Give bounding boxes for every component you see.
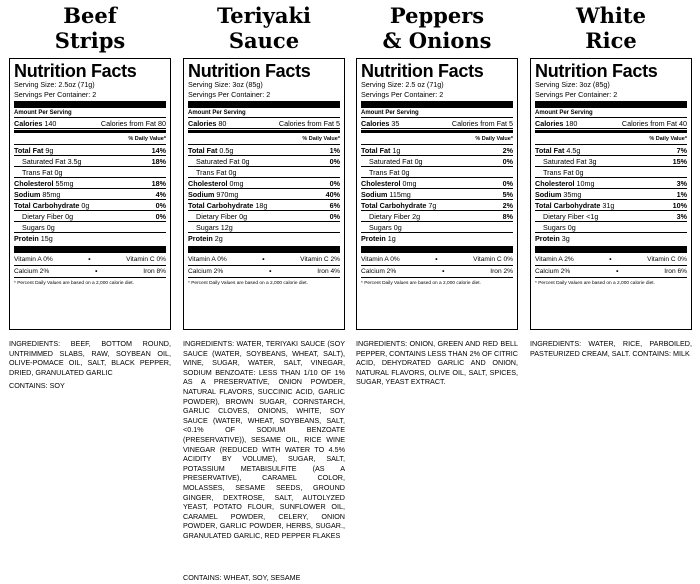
daily-value-text: % Daily Value* <box>649 136 687 142</box>
calories-value: 35 <box>391 119 400 128</box>
sodium-row <box>535 189 687 200</box>
fiber-title: Dietary Fiber <box>369 212 411 221</box>
daily-value-footnote: * Percent Daily Values are based on a 2,000 calorie diet. <box>535 281 655 286</box>
daily-value-footnote: * Percent Daily Values are based on a 2,000 calorie diet. <box>188 281 308 286</box>
saturated-fat-row-label <box>14 156 82 167</box>
carbohydrate-row-label <box>188 200 267 211</box>
nutrition-facts-heading: Nutrition Facts <box>188 61 311 81</box>
sugars-title: Sugars <box>369 223 392 232</box>
carbohydrate-value: 7g <box>428 201 437 210</box>
calories-from-fat: Calories from Fat 40 <box>621 119 687 128</box>
saturated-fat-row-label <box>188 156 250 167</box>
serving-size: Serving Size: 2.5 oz (71g) <box>361 80 444 89</box>
saturated-fat-value: 3g <box>588 157 597 166</box>
serving-size: Serving Size: 2.5oz (71g) <box>14 80 95 89</box>
sodium-row-label <box>535 189 581 200</box>
protein-title: Protein <box>14 234 39 243</box>
trans-fat-row <box>361 167 513 178</box>
bullet-separator: • <box>262 256 265 263</box>
cholesterol-row <box>14 178 166 189</box>
fiber-row-dv: 8% <box>502 212 513 221</box>
ingredients-text: INGREDIENTS: WATER, RICE, PARBOILED, PASTEURIZED CREAM, SALT. CONTAINS: MILK <box>530 339 692 358</box>
thick-divider <box>188 246 340 253</box>
daily-value-footnote: * Percent Daily Values are based on a 2,000 calorie diet. <box>361 281 481 286</box>
protein-row <box>14 233 166 244</box>
total-fat-value: 0.5g <box>219 146 234 155</box>
total-fat-row <box>14 145 166 156</box>
calories-row <box>188 118 340 129</box>
saturated-fat-row <box>14 156 166 167</box>
sodium-row-dv: 4% <box>155 190 166 199</box>
total-fat-title: Total Fat <box>535 146 565 155</box>
sugars-title: Sugars <box>22 223 45 232</box>
daily-value-header <box>361 134 513 145</box>
saturated-fat-row-label <box>361 156 423 167</box>
sugars-row-label <box>14 222 55 233</box>
carbohydrate-value: 0g <box>81 201 90 210</box>
total-fat-value: 9g <box>45 146 54 155</box>
cholesterol-row-label <box>14 178 74 189</box>
cholesterol-value: 0mg <box>229 179 244 188</box>
saturated-fat-row-dv: 0% <box>502 157 513 166</box>
product-column <box>9 0 171 584</box>
sodium-value: 970mg <box>216 190 239 199</box>
cholesterol-row-label <box>361 178 417 189</box>
nutrition-facts-heading: Nutrition Facts <box>361 61 484 81</box>
sugars-value: 0g <box>567 223 576 232</box>
amount-per-serving: Amount Per Serving <box>14 110 72 116</box>
daily-value-header <box>188 134 340 145</box>
thick-divider <box>361 246 513 253</box>
carbohydrate-row <box>14 200 166 211</box>
fiber-row-label <box>14 211 73 222</box>
calories-label <box>361 118 399 129</box>
sodium-value: 115mg <box>389 190 411 199</box>
vitamin-c: Vitamin C 2% <box>300 256 340 263</box>
iron: Iron 2% <box>490 268 513 275</box>
total-fat-row-label <box>361 145 400 156</box>
nutrition-facts-heading: Nutrition Facts <box>535 61 658 81</box>
iron: Iron 6% <box>664 268 687 275</box>
nutrition-facts-label <box>356 58 518 330</box>
total-fat-title: Total Fat <box>361 146 391 155</box>
servings-per-container: Servings Per Container: 2 <box>535 89 618 99</box>
total-fat-row-dv: 14% <box>151 146 166 155</box>
protein-row <box>361 233 513 244</box>
calcium: Calcium 2% <box>361 268 397 275</box>
cholesterol-title: Cholesterol <box>188 179 228 188</box>
sugars-row-label <box>361 222 402 233</box>
sodium-title: Sodium <box>14 190 41 199</box>
protein-row-label <box>14 233 53 244</box>
thick-divider <box>14 101 166 108</box>
sugars-value: 12g <box>220 223 233 232</box>
sodium-row-label <box>188 189 238 200</box>
daily-value-text: % Daily Value* <box>475 136 513 142</box>
thick-divider <box>361 101 513 108</box>
fiber-row <box>535 211 687 222</box>
total-fat-row-label <box>188 145 233 156</box>
total-fat-row-label <box>14 145 53 156</box>
bullet-separator: • <box>609 256 612 263</box>
total-fat-row-dv: 7% <box>676 146 687 155</box>
carbohydrate-row-dv: 0% <box>155 201 166 210</box>
cholesterol-row-dv: 18% <box>151 179 166 188</box>
vitamin-c: Vitamin C 0% <box>473 256 513 263</box>
bullet-separator: • <box>442 268 445 275</box>
sugars-row <box>14 222 166 233</box>
trans-fat-title: Trans Fat <box>196 168 227 177</box>
iron: Iron 4% <box>317 268 340 275</box>
thick-divider <box>535 246 687 253</box>
sodium-value: 35mg <box>563 190 582 199</box>
calories-value: 140 <box>44 119 57 128</box>
saturated-fat-row-dv: 18% <box>151 157 166 166</box>
saturated-fat-value: 0g <box>241 157 250 166</box>
sodium-title: Sodium <box>361 190 388 199</box>
calories-from-fat: Calories from Fat 5 <box>278 119 340 128</box>
total-fat-value: 4.5g <box>566 146 581 155</box>
cholesterol-row-label <box>535 178 595 189</box>
sodium-title: Sodium <box>188 190 215 199</box>
sugars-row-label <box>188 222 233 233</box>
product-title <box>183 3 345 53</box>
saturated-fat-row-label <box>535 156 597 167</box>
calories-from-fat: Calories from Fat 5 <box>451 119 513 128</box>
ingredients-text: INGREDIENTS: BEEF, BOTTOM ROUND, UNTRIMMED SLABS, RAW, SOYBEAN OIL, OLIVE-POMACE OIL, SALT, BLACK PEPPER, DRIED, GRANULATED GARLIC <box>9 339 171 377</box>
vitamin-row <box>188 254 340 266</box>
saturated-fat-title: Saturated Fat <box>22 157 66 166</box>
mineral-row <box>188 266 340 278</box>
total-fat-row-dv: 1% <box>329 146 340 155</box>
cholesterol-row-dv: 0% <box>329 179 340 188</box>
product-title-line: Rice <box>585 28 637 53</box>
mineral-row <box>14 266 166 278</box>
trans-fat-value: 0g <box>228 168 237 177</box>
ingredients-text: INGREDIENTS: ONION, GREEN AND RED BELL PEPPER, CONTAINS LESS THAN 2% OF CITRIC ACID, DEHYDRATED GARLIC AND ONION, NATURAL FLAVORS, OLIVE OIL, SALT, SPICES, SUGAR, YEAST EXTRACT. <box>356 339 518 387</box>
daily-value-header <box>14 134 166 145</box>
serving-size: Serving Size: 3oz (85g) <box>188 80 263 89</box>
saturated-fat-title: Saturated Fat <box>543 157 587 166</box>
vitamin-a: Vitamin A 2% <box>535 256 574 263</box>
carbohydrate-row <box>188 200 340 211</box>
trans-fat-title: Trans Fat <box>369 168 400 177</box>
fiber-title: Dietary Fiber <box>196 212 238 221</box>
sugars-title: Sugars <box>196 223 219 232</box>
carbohydrate-row-dv: 2% <box>502 201 513 210</box>
nutrition-facts-label <box>9 58 171 330</box>
vitamin-a: Vitamin A 0% <box>188 256 227 263</box>
saturated-fat-row <box>535 156 687 167</box>
product-column <box>183 0 345 584</box>
servings-per-container: Servings Per Container: 2 <box>188 89 271 99</box>
vitamin-row <box>14 254 166 266</box>
product-title <box>530 3 692 53</box>
cholesterol-title: Cholesterol <box>361 179 401 188</box>
saturated-fat-row <box>361 156 513 167</box>
fiber-row-dv: 3% <box>676 212 687 221</box>
carbohydrate-row-label <box>14 200 89 211</box>
total-fat-row <box>188 145 340 156</box>
protein-row <box>535 233 687 244</box>
product-title-line: Peppers <box>389 3 485 28</box>
trans-fat-row-label <box>535 167 584 178</box>
allergen-statement: CONTAINS: SOY <box>9 381 65 390</box>
fiber-value: <1g <box>586 212 599 221</box>
iron: Iron 8% <box>143 268 166 275</box>
trans-fat-title: Trans Fat <box>22 168 53 177</box>
calories-title: Calories <box>535 119 564 128</box>
product-title-line: Teriyaki <box>217 3 311 28</box>
calories-title: Calories <box>361 119 390 128</box>
thick-divider <box>14 246 166 253</box>
fiber-row <box>14 211 166 222</box>
trans-fat-value: 0g <box>401 168 410 177</box>
fiber-row-dv: 0% <box>155 212 166 221</box>
nutrition-facts-label <box>530 58 692 330</box>
calories-value: 180 <box>565 119 578 128</box>
protein-value: 15g <box>40 234 53 243</box>
sodium-row <box>188 189 340 200</box>
trans-fat-value: 0g <box>54 168 63 177</box>
protein-row-label <box>361 233 396 244</box>
daily-value-text: % Daily Value* <box>302 136 340 142</box>
protein-title: Protein <box>188 234 213 243</box>
amount-per-serving: Amount Per Serving <box>188 110 246 116</box>
vitamin-c: Vitamin C 0% <box>126 256 166 263</box>
saturated-fat-value: 3.5g <box>67 157 82 166</box>
calories-label <box>188 118 226 129</box>
bullet-separator: • <box>88 256 91 263</box>
total-fat-value: 1g <box>392 146 401 155</box>
calories-from-fat: Calories from Fat 80 <box>100 119 166 128</box>
mineral-row <box>535 266 687 278</box>
cholesterol-row <box>535 178 687 189</box>
cholesterol-value: 0mg <box>402 179 417 188</box>
sodium-row-dv: 5% <box>502 190 513 199</box>
cholesterol-title: Cholesterol <box>14 179 54 188</box>
sugars-row <box>188 222 340 233</box>
cholesterol-row-dv: 0% <box>502 179 513 188</box>
trans-fat-row <box>14 167 166 178</box>
nutrition-facts-label <box>183 58 345 330</box>
carbohydrate-value: 31g <box>602 201 615 210</box>
product-column <box>530 0 692 584</box>
protein-value: 1g <box>387 234 396 243</box>
servings-per-container: Servings Per Container: 2 <box>361 89 444 99</box>
fiber-row <box>361 211 513 222</box>
sodium-row-label <box>14 189 60 200</box>
carbohydrate-row <box>361 200 513 211</box>
medium-divider <box>14 130 166 133</box>
daily-value-text: % Daily Value* <box>128 136 166 142</box>
saturated-fat-row-dv: 15% <box>672 157 687 166</box>
calories-title: Calories <box>14 119 43 128</box>
mineral-row <box>361 266 513 278</box>
trans-fat-row <box>535 167 687 178</box>
cholesterol-row <box>361 178 513 189</box>
sugars-title: Sugars <box>543 223 566 232</box>
calcium: Calcium 2% <box>188 268 224 275</box>
fiber-value: 0g <box>65 212 74 221</box>
cholesterol-value: 10mg <box>576 179 595 188</box>
fiber-row <box>188 211 340 222</box>
saturated-fat-row <box>188 156 340 167</box>
bullet-separator: • <box>435 256 438 263</box>
product-title-line: Strips <box>54 28 126 53</box>
sodium-row <box>14 189 166 200</box>
total-fat-title: Total Fat <box>14 146 44 155</box>
protein-row <box>188 233 340 244</box>
carbohydrate-row-dv: 10% <box>672 201 687 210</box>
bullet-separator: • <box>95 268 98 275</box>
total-fat-row <box>361 145 513 156</box>
protein-title: Protein <box>535 234 560 243</box>
calcium: Calcium 2% <box>14 268 50 275</box>
fiber-value: 2g <box>412 212 421 221</box>
sodium-value: 85mg <box>42 190 61 199</box>
cholesterol-value: 55mg <box>55 179 74 188</box>
total-fat-row-dv: 2% <box>502 146 513 155</box>
carbohydrate-title: Total Carbohydrate <box>361 201 427 210</box>
sodium-row-dv: 40% <box>325 190 340 199</box>
cholesterol-row-dv: 3% <box>676 179 687 188</box>
total-fat-row <box>535 145 687 156</box>
carbohydrate-title: Total Carbohydrate <box>535 201 601 210</box>
calories-value: 80 <box>218 119 227 128</box>
total-fat-row-label <box>535 145 580 156</box>
calories-row <box>361 118 513 129</box>
sodium-title: Sodium <box>535 190 562 199</box>
calories-row <box>535 118 687 129</box>
saturated-fat-title: Saturated Fat <box>369 157 413 166</box>
calories-row <box>14 118 166 129</box>
trans-fat-row-label <box>361 167 410 178</box>
cholesterol-row <box>188 178 340 189</box>
medium-divider <box>535 130 687 133</box>
sodium-row <box>361 189 513 200</box>
protein-row-label <box>188 233 223 244</box>
bullet-separator: • <box>269 268 272 275</box>
vitamin-a: Vitamin A 0% <box>361 256 400 263</box>
trans-fat-title: Trans Fat <box>543 168 574 177</box>
sugars-row-label <box>535 222 576 233</box>
product-title <box>356 3 518 53</box>
protein-value: 3g <box>561 234 570 243</box>
calories-title: Calories <box>188 119 217 128</box>
vitamin-c: Vitamin C 0% <box>647 256 687 263</box>
vitamin-a: Vitamin A 0% <box>14 256 53 263</box>
protein-row-label <box>535 233 570 244</box>
cholesterol-row-label <box>188 178 244 189</box>
product-title-line: Beef <box>63 3 117 28</box>
carbohydrate-title: Total Carbohydrate <box>14 201 80 210</box>
daily-value-footnote: * Percent Daily Values are based on a 2,000 calorie diet. <box>14 281 134 286</box>
fiber-row-label <box>361 211 420 222</box>
product-title <box>9 3 171 53</box>
calories-label <box>535 118 577 129</box>
total-fat-title: Total Fat <box>188 146 218 155</box>
trans-fat-row-label <box>14 167 63 178</box>
sugars-value: 0g <box>393 223 402 232</box>
sugars-row <box>535 222 687 233</box>
sodium-row-dv: 1% <box>676 190 687 199</box>
trans-fat-value: 0g <box>575 168 584 177</box>
thick-divider <box>188 101 340 108</box>
saturated-fat-title: Saturated Fat <box>196 157 240 166</box>
product-title-line: Sauce <box>228 28 300 53</box>
fiber-title: Dietary Fiber <box>22 212 64 221</box>
carbohydrate-row-label <box>535 200 614 211</box>
fiber-title: Dietary Fiber <box>543 212 585 221</box>
sugars-value: 0g <box>46 223 55 232</box>
carbohydrate-row-label <box>361 200 436 211</box>
medium-divider <box>188 130 340 133</box>
cholesterol-title: Cholesterol <box>535 179 575 188</box>
carbohydrate-row-dv: 6% <box>329 201 340 210</box>
fiber-value: 0g <box>239 212 248 221</box>
bullet-separator: • <box>616 268 619 275</box>
ingredients-text: INGREDIENTS: WATER, TERIYAKI SAUCE (SOY SAUCE (WATER, SOYBEANS, WHEAT, SALT), WINE, SUGAR, WATER, SALT, VINEGAR, SODIUM BENZOATE: LESS THAN 1/10 OF 1% AS A PRESERVATIVE, ONION POWDER, NATURAL FLAVORS, SUCCINIC ACID, GARLIC POWDER), BROWN SUGAR, CORNSTARCH, GARLIC CLOVES, ONIONS, WHITE, SOY SAUCE (WATER, WHEAT, SOYBEANS, SALT, <0.1% OF SODIUM BENZOATE (PRESERVATIVE)), SESAME OIL, RICE WINE VINEGAR (REDUCED WITH WATER TO 4.5% ACIDITY BY VOLUME), SUGAR, SALT, POTASSIUM METABISULFITE (AS A PRESERVATIVE), CARAMEL COLOR, MOLASSES, SESAME SEEDS, GROUND GINGER, DEXTROSE, SALT, AUTOLYZED YEAST, POTATO FLOUR, SUNFLOWER OIL, CARAMEL POWDER, CELERY, ONION POWDER, GARLIC POWDER, HERBS, SUGAR., GRANULATED GARLIC, RED PEPPER FLAKES <box>183 339 345 540</box>
carbohydrate-value: 18g <box>255 201 268 210</box>
sodium-row-label <box>361 189 411 200</box>
fiber-row-label <box>188 211 247 222</box>
calcium: Calcium 2% <box>535 268 571 275</box>
product-title-line: White <box>576 3 646 28</box>
vitamin-row <box>535 254 687 266</box>
calories-label <box>14 118 56 129</box>
medium-divider <box>361 130 513 133</box>
product-column <box>356 0 518 584</box>
product-title-line: & Onions <box>382 28 492 53</box>
saturated-fat-value: 0g <box>414 157 423 166</box>
sugars-row <box>361 222 513 233</box>
carbohydrate-title: Total Carbohydrate <box>188 201 254 210</box>
thick-divider <box>535 101 687 108</box>
saturated-fat-row-dv: 0% <box>329 157 340 166</box>
amount-per-serving: Amount Per Serving <box>535 110 593 116</box>
daily-value-header <box>535 134 687 145</box>
nutrition-facts-heading: Nutrition Facts <box>14 61 137 81</box>
fiber-row-label <box>535 211 598 222</box>
allergen-statement: CONTAINS: WHEAT, SOY, SESAME <box>183 573 301 582</box>
trans-fat-row <box>188 167 340 178</box>
trans-fat-row-label <box>188 167 237 178</box>
carbohydrate-row <box>535 200 687 211</box>
fiber-row-dv: 0% <box>329 212 340 221</box>
servings-per-container: Servings Per Container: 2 <box>14 89 97 99</box>
protein-value: 2g <box>214 234 223 243</box>
vitamin-row <box>361 254 513 266</box>
amount-per-serving: Amount Per Serving <box>361 110 419 116</box>
serving-size: Serving Size: 3oz (85g) <box>535 80 610 89</box>
protein-title: Protein <box>361 234 386 243</box>
